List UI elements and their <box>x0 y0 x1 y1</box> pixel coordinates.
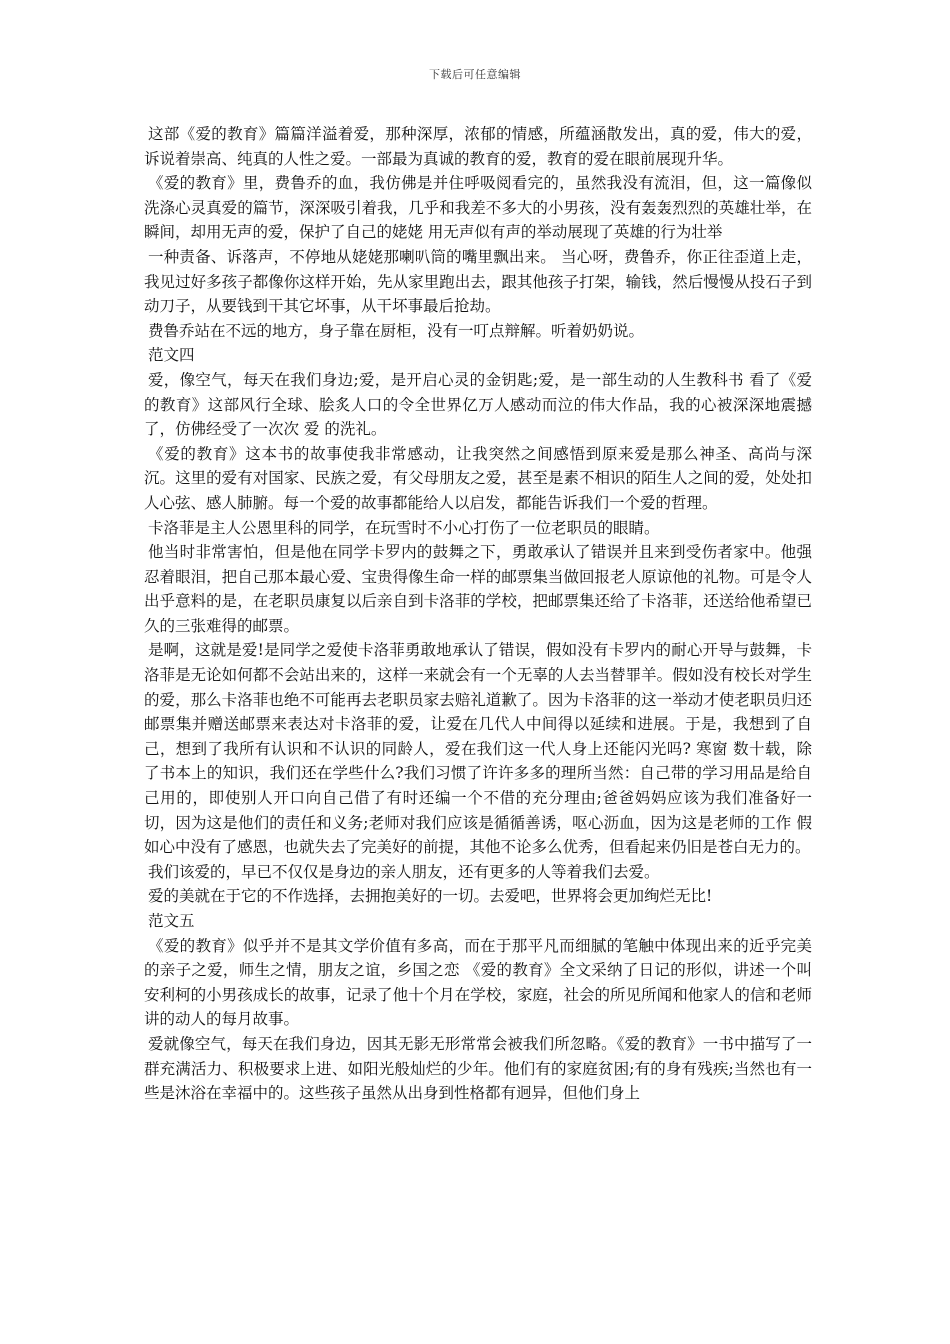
paragraph: 《爱的教育》里，费鲁乔的血，我仿佛是并住呼吸阅看完的，虽然我没有流泪，但，这一篇像似洗涤心灵真爱的篇节，深深吸引着我，几乎和我差不多大的小男孩，没有轰轰烈烈的英雄壮举，在瞬间，却用无声的爱，保护了自己的姥姥 用无声似有声的举动展现了英雄的行为壮举 <box>144 174 812 242</box>
document-body <box>144 122 812 1106</box>
paragraph: 他当时非常害怕，但是他在同学卡罗内的鼓舞之下，勇敢承认了错误并且来到受伤者家中。他强忍着眼泪，把自己那本最心爱、宝贵得像生命一样的邮票集当做回报老人原谅他的礼物。可是令人出乎意料的是，在老职员康复以后亲自到卡洛菲的学校，把邮票集还给了卡洛菲，还送给他希望已久的三张难得的邮票。 <box>144 543 812 635</box>
paragraph: 爱，像空气，每天在我们身边;爱，是开启心灵的金钥匙;爱，是一部生动的人生教科书 看了《爱的教育》这部风行全球、脍炙人口的令全世界亿万人感动而泣的伟大作品，我的心被深深地震撼了，仿佛经受了一次次 爱 的洗礼。 <box>144 370 812 439</box>
page-header: 下载后可任意编辑 <box>429 68 521 81</box>
paragraph: 费鲁乔站在不远的地方，身子靠在厨柜，没有一叮点辩解。听着奶奶说。 <box>148 321 645 340</box>
paragraph: 爱就像空气，每天在我们身边，因其无影无形常常会被我们所忽略。《爱的教育》一书中描写了一群充满活力、积极要求上进、如阳光般灿烂的少年。他们有的家庭贫困;有的身有残疾;当然也有一些是沐浴在幸福中的。这些孩子虽然从出身到性格都有迥异，但他们身上 <box>144 1034 812 1103</box>
section-heading: 范文四 <box>148 346 195 365</box>
paragraph: 卡洛菲是主人公恩里科的同学，在玩雪时不小心打伤了一位老职员的眼睛。 <box>148 518 660 537</box>
paragraph: 《爱的教育》这本书的故事使我非常感动，让我突然之间感悟到原来爱是那么神圣、高尚与深沉。这里的爱有对国家、民族之爱，有父母朋友之爱，甚至是素不相识的陌生人之间的爱，处处扣人心弦、感人肺腑。每一个爱的故事都能给人以启发，都能告诉我们一个爱的哲理。 <box>144 444 812 512</box>
paragraph: 我们该爱的，早已不仅仅是身边的亲人朋友，还有更多的人等着我们去爱。 <box>148 862 660 881</box>
paragraph: 《爱的教育》似乎并不是其文学价值有多高，而在于那平凡而细腻的笔触中体现出来的近乎完美的亲子之爱，师生之情，朋友之谊，乡国之恋 《爱的教育》全文采纳了日记的形似，讲述一个叫安利柯的小男孩成长的故事，记录了他十个月在学校，家庭，社会的所见所闻和他家人的信和老师讲的动人的每月故事。 <box>144 936 812 1029</box>
section-heading: 范文五 <box>148 912 195 930</box>
paragraph: 爱的美就在于它的不作选择，去拥抱美好的一切。去爱吧，世界将会更加绚烂无比! <box>148 887 713 906</box>
paragraph: 这部《爱的教育》篇篇洋溢着爱，那种深厚，浓郁的情感，所蕴涵散发出，真的爱，伟大的爱，诉说着崇高、纯真的人性之爱。一部最为真诚的教育的爱，教育的爱在眼前展现升华。 <box>144 125 812 168</box>
paragraph: 一种责备、诉落声，不停地从姥姥那喇叭筒的嘴里飘出来。 当心呀，费鲁乔，你正往歪道上走，我见过好多孩子都像你这样开始，先从家里跑出去，跟其他孩子打架，输钱，然后慢慢从投石子到动刀子，从要钱到干其它坏事，从干坏事最后抢劫。 <box>144 247 812 316</box>
paragraph: 是啊，这就是爱!是同学之爱使卡洛菲勇敢地承认了错误，假如没有卡罗内的耐心开导与鼓舞，卡洛菲是无论如何都不会站出来的，这样一来就会有一个无辜的人去当替罪羊。假如没有校长对学生的爱，那么卡洛菲也绝不可能再去老职员家去赔礼道歉了。因为卡洛菲的这一举动才使老职员归还邮票集并赠送邮票来表达对卡洛菲的爱，让爱在几代人中间得以延续和进展。于是，我想到了自己，想到了我所有认识和不认识的同龄人，爱在我们这一代人身上还能闪光吗? 寒窗 数十载，除了书本上的知识，我们还在学些什么?我们习惯了许许多多的理所当然：自己带的学习用品是给自己用的，即使别人开口向自己借了有时还编一个不借的充分理由;爸爸妈妈应该为我们准备好一切，因为这是他们的责任和义务;老师对我们应该是循循善诱，呕心沥血，因为这是老师的工作 假如心中没有了感恩，也就失去了完美好的前提，其他不论多么优秀，但看起来仍旧是苍白无力的。 <box>144 641 812 857</box>
